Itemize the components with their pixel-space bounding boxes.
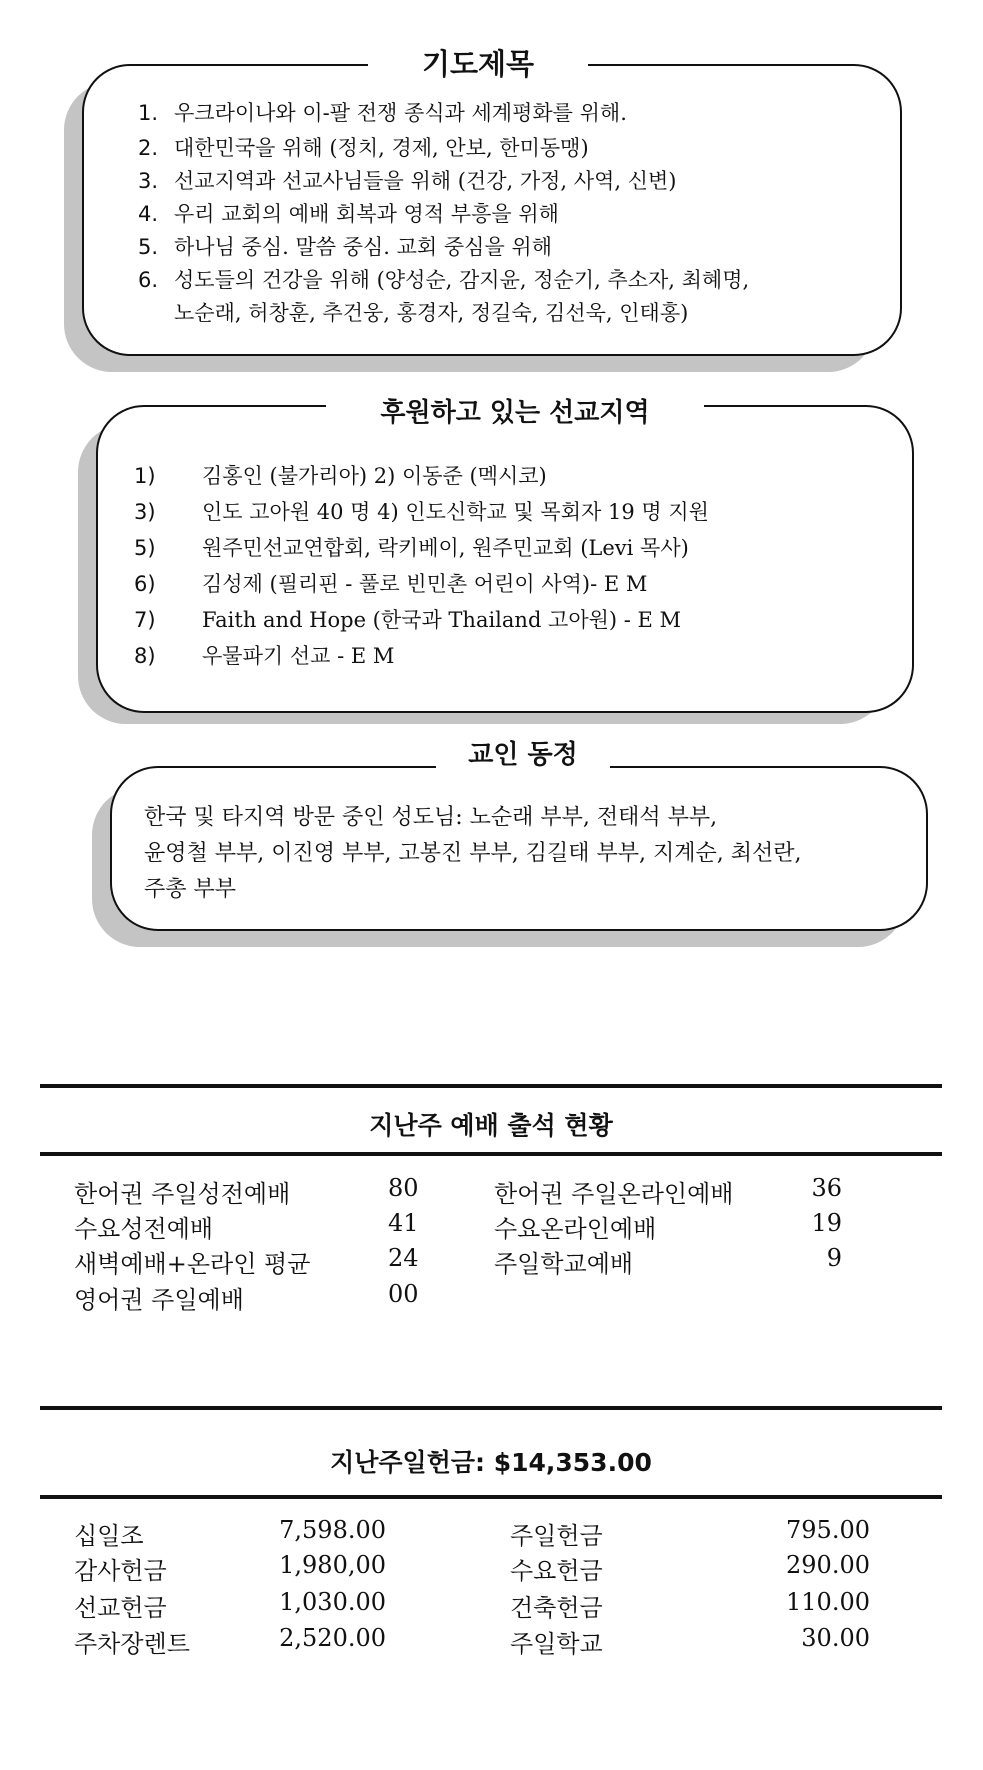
prayer-item: 6. 성도들의 건강을 위해 (양성순, 감지윤, 정순기, 추소자, 최혜명, — [138, 268, 750, 292]
attendance-label: 한어권 주일성전예배 — [74, 1180, 291, 1208]
offering-label: 주일헌금 — [510, 1522, 603, 1550]
mission-item: 1) 김홍인 (불가리아) 2) 이동준 (멕시코) — [134, 464, 547, 488]
attendance-label: 주일학교예배 — [494, 1250, 634, 1278]
attendance-value: 00 — [388, 1280, 419, 1308]
attendance-label: 영어권 주일예배 — [74, 1286, 244, 1314]
prayer-item: 2. 대한민국을 위해 (정치, 경제, 안보, 한미동맹) — [138, 136, 589, 160]
offering-label: 주차장렌트 — [74, 1630, 190, 1658]
offering-label: 수요헌금 — [510, 1557, 603, 1585]
attendance-title: 지난주 예배 출석 현황 — [369, 1111, 613, 1140]
attendance-value: 36 — [811, 1174, 842, 1202]
attendance-bottom-rule — [40, 1152, 942, 1156]
mission-title: 후원하고 있는 선교지역 — [326, 392, 704, 429]
prayer-item: 1. 우크라이나와 이-팔 전쟁 종식과 세계평화를 위해. — [138, 101, 627, 125]
mission-item: 8) 우물파기 선교 - E M — [134, 644, 395, 668]
offering-value: 290.00 — [786, 1551, 870, 1579]
offering-bottom-rule — [40, 1495, 942, 1499]
offering-label: 건축헌금 — [510, 1594, 603, 1622]
prayer-item: 3. 선교지역과 선교사님들을 위해 (건강, 가정, 사역, 신변) — [138, 169, 677, 193]
members-line: 윤영철 부부, 이진영 부부, 고봉진 부부, 김길태 부부, 지계순, 최선란, — [144, 841, 802, 866]
prayer-item-continuation: 노순래, 허창훈, 추건웅, 홍경자, 정길숙, 김선욱, 인태홍) — [174, 301, 689, 325]
mission-item: 7) Faith and Hope (한국과 Thailand 고아원) - E M — [134, 608, 682, 632]
prayer-item: 5. 하나님 중심. 말씀 중심. 교회 중심을 위해 — [138, 235, 552, 259]
offering-value: 110.00 — [786, 1588, 870, 1616]
attendance-label: 한어권 주일온라인예배 — [494, 1180, 734, 1208]
members-title: 교인 동정 — [436, 734, 610, 771]
attendance-value: 19 — [811, 1209, 842, 1237]
mission-item: 3) 인도 고아원 40 명 4) 인도신학교 및 목회자 19 명 지원 — [134, 500, 709, 524]
attendance-value: 9 — [826, 1244, 842, 1272]
offering-label: 감사헌금 — [74, 1557, 167, 1585]
offering-value: 795.00 — [786, 1516, 870, 1544]
attendance-value: 41 — [388, 1209, 419, 1237]
prayer-item: 4. 우리 교회의 예배 회복과 영적 부흥을 위해 — [138, 202, 559, 226]
attendance-label: 수요성전예배 — [74, 1215, 214, 1243]
offering-value: 1,980,00 — [279, 1551, 386, 1579]
offering-label: 십일조 — [74, 1522, 144, 1550]
mission-item: 6) 김성제 (필리핀 - 풀로 빈민촌 어린이 사역)- E M — [134, 572, 648, 596]
offering-value: 1,030.00 — [279, 1588, 386, 1616]
offering-value: 7,598.00 — [279, 1516, 386, 1544]
offering-value: 30.00 — [801, 1624, 870, 1652]
attendance-label: 새벽예배+온라인 평균 — [74, 1250, 311, 1278]
mission-item: 5) 원주민선교연합회, 락키베이, 원주민교회 (Levi 목사) — [134, 536, 689, 560]
prayer-title: 기도제목 — [368, 42, 588, 83]
attendance-value: 24 — [388, 1244, 419, 1272]
members-line: 주총 부부 — [144, 877, 237, 902]
attendance-label: 수요온라인예배 — [494, 1215, 657, 1243]
attendance-top-rule — [40, 1084, 942, 1088]
offering-label: 선교헌금 — [74, 1594, 167, 1622]
attendance-value: 80 — [388, 1174, 419, 1202]
offering-label: 주일학교 — [510, 1630, 603, 1658]
members-line: 한국 및 타지역 방문 중인 성도님: 노순래 부부, 전태석 부부, — [144, 805, 718, 830]
offering-value: 2,520.00 — [279, 1624, 386, 1652]
offering-top-rule — [40, 1406, 942, 1410]
offering-title: 지난주일헌금: $14,353.00 — [330, 1448, 652, 1477]
